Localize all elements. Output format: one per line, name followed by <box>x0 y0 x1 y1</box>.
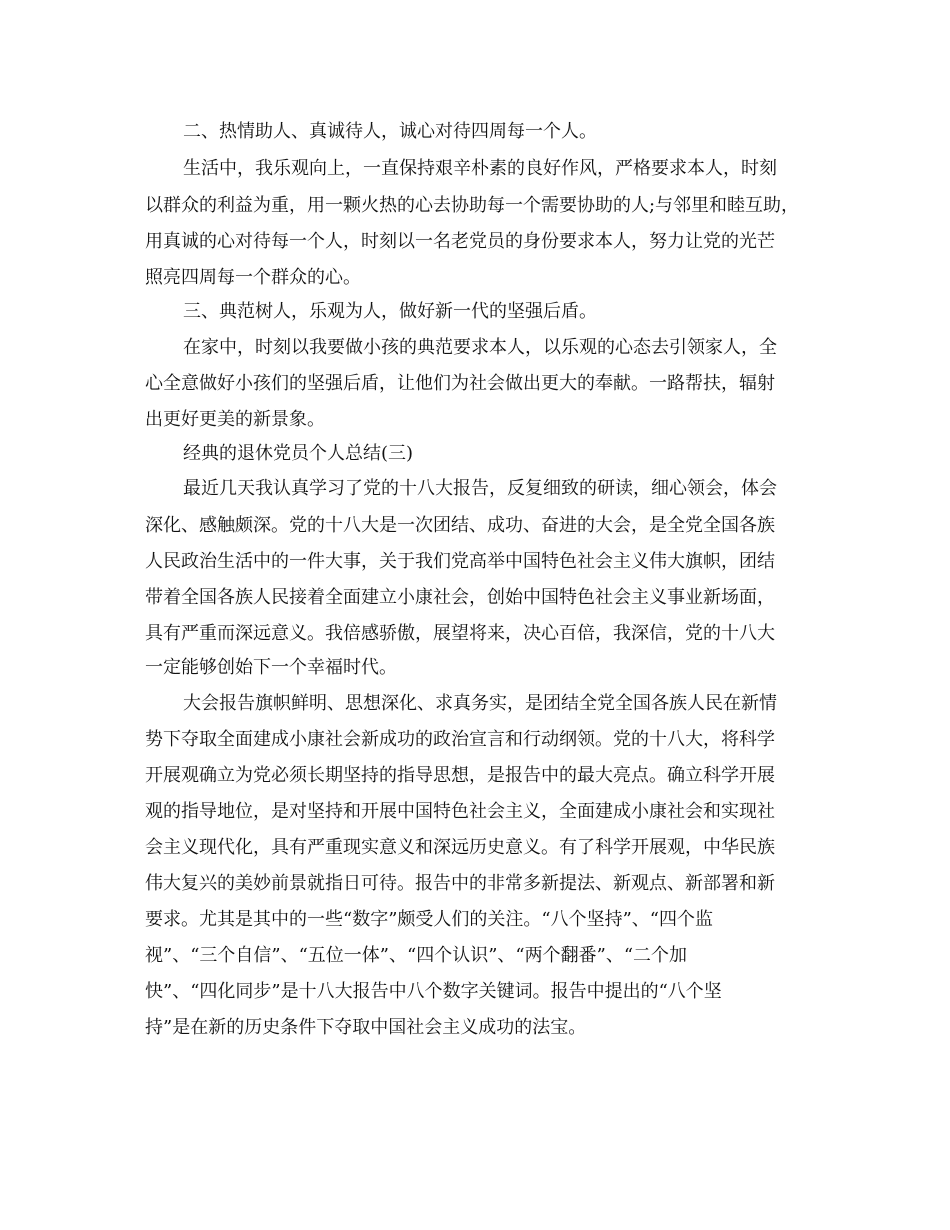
text-line: 最近几天我认真学习了党的十八大报告，反复细致的研读，细心领会，体会 <box>183 478 777 499</box>
text-line: 在家中，时刻以我要做小孩的典范要求本人，以乐观的心态去引领家人，全 <box>183 337 777 358</box>
text-line: 开展观确立为党必须长期坚持的指导思想，是报告中的最大亮点。确立科学开展 <box>145 765 775 786</box>
text-line: 出更好更美的新景象。 <box>145 409 325 430</box>
text-line: 带着全国各族人民接着全面建立小康社会，创始中国特色社会主义事业新场面， <box>145 587 775 608</box>
text-line: 持”是在新的历史条件下夺取中国社会主义成功的法宝。 <box>145 1017 587 1038</box>
text-line: 心全意做好小孩们的坚强后盾，让他们为社会做出更大的奉献。一路帮扶，辐射 <box>145 373 775 394</box>
text-line: 照亮四周每一个群众的心。 <box>145 267 361 288</box>
text-line: 人民政治生活中的一件大事，关于我们党高举中国特色社会主义伟大旗帜，团结 <box>145 551 775 572</box>
text-line: 快”、“四化同步”是十八大报告中八个数字关键词。报告中提出的“八个坚 <box>145 981 722 1002</box>
text-line: 要求。尤其是其中的一些“数字”颇受人们的关注。“八个坚持”、“四个监 <box>145 909 714 930</box>
text-line: 具有严重而深远意义。我倍感骄傲，展望将来，决心百倍，我深信，党的十八大 <box>145 623 775 644</box>
section-heading: 三、典范树人，乐观为人，做好新一代的坚强后盾。 <box>183 301 597 322</box>
text-line: 伟大复兴的美妙前景就指日可待。报告中的非常多新提法、新观点、新部署和新 <box>145 873 775 894</box>
text-line: 以群众的利益为重，用一颗火热的心去协助每一个需要协助的人;与邻里和睦互助， <box>145 195 800 216</box>
text-line: 会主义现代化，具有严重现实意义和深远历史意义。有了科学开展观，中华民族 <box>145 837 775 858</box>
text-line: 视”、“三个自信”、“五位一体”、“四个认识”、“两个翻番”、“二个加 <box>145 945 688 966</box>
text-line: 大会报告旗帜鲜明、思想深化、求真务实，是团结全党全国各族人民在新情 <box>183 693 777 714</box>
text-line: 一定能够创始下一个幸福时代。 <box>145 657 397 678</box>
text-line: 生活中，我乐观向上，一直保持艰辛朴素的良好作风，严格要求本人，时刻 <box>183 158 777 179</box>
text-line: 用真诚的心对待每一个人，时刻以一名老党员的身份要求本人，努力让党的光芒 <box>145 231 775 252</box>
text-line: 深化、感触颇深。党的十八大是一次团结、成功、奋进的大会，是全党全国各族 <box>145 515 775 536</box>
text-line: 势下夺取全面建成小康社会新成功的政治宣言和行动纲领。党的十八大，将科学 <box>145 729 775 750</box>
text-line: 二、热情助人、真诚待人，诚心对待四周每一个人。 <box>183 121 597 142</box>
article-title: 经典的退休党员个人总结(三) <box>183 443 414 464</box>
text-line: 观的指导地位，是对坚持和开展中国特色社会主义，全面建成小康社会和实现社 <box>145 801 775 822</box>
